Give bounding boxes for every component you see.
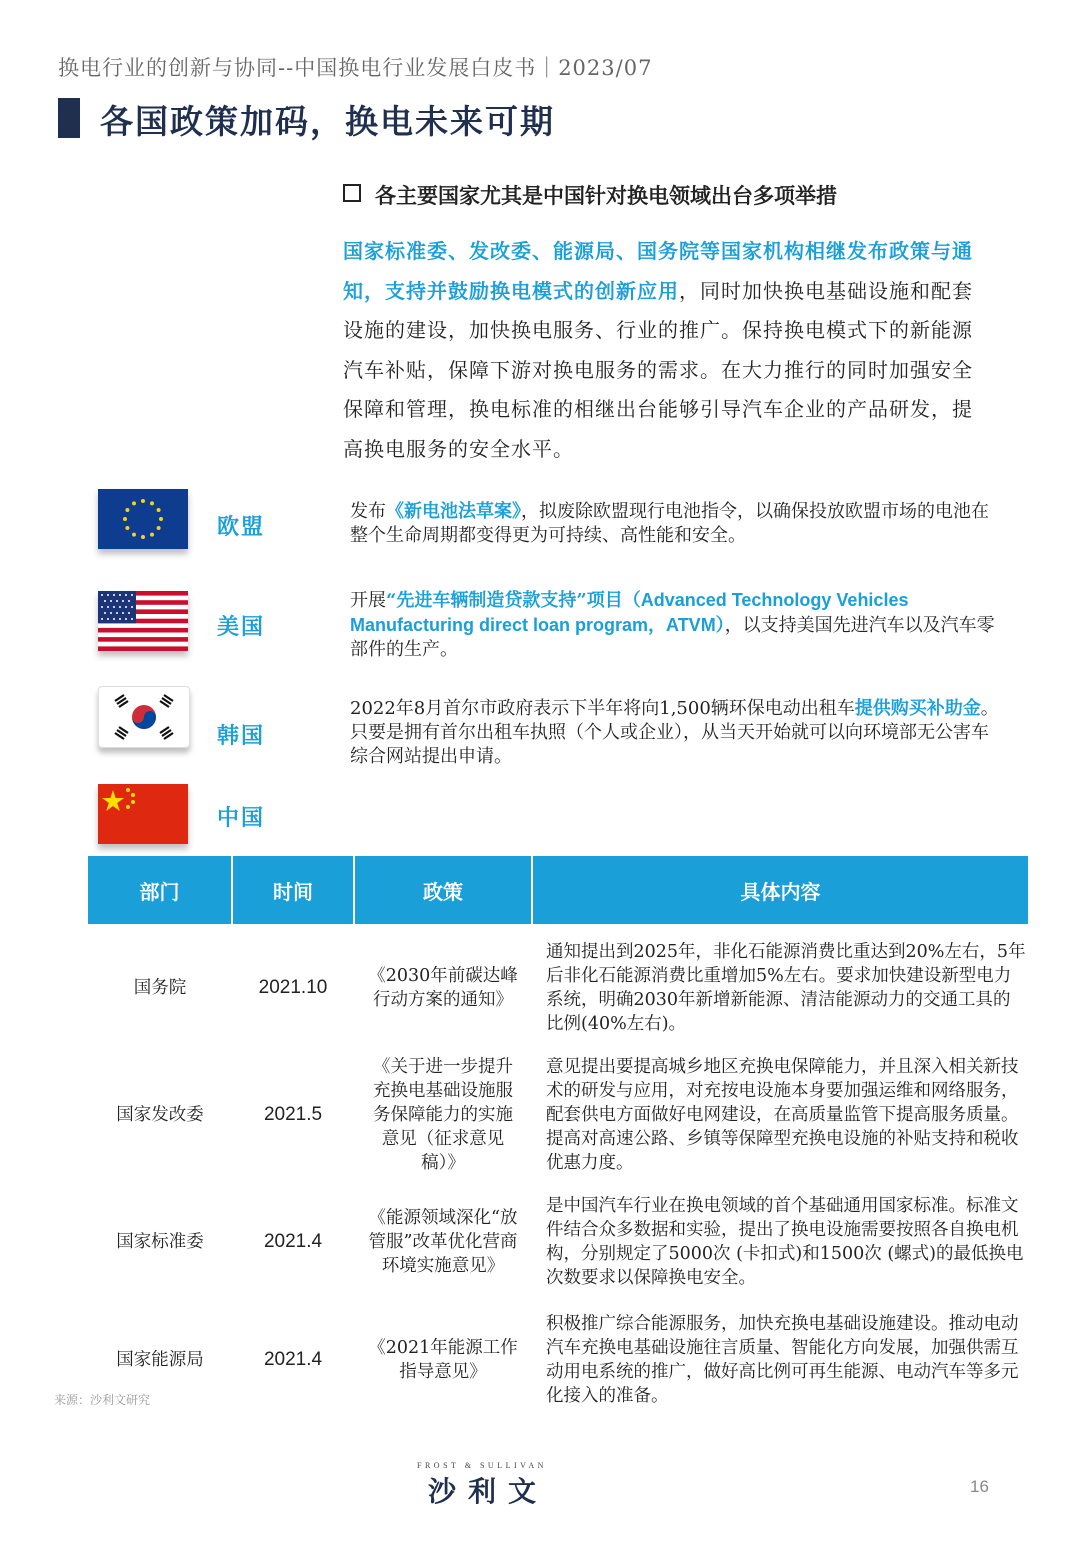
table-row [88, 1307, 1028, 1412]
cell-dept: 国家能源局 [116, 1349, 204, 1370]
cell-time: 2021.4 [263, 1231, 323, 1252]
cell-content: 意见提出要提高城乡地区充换电保障能力，并且深入相关新技术的研发与应用，对充按电设施本身要加强运维和网络服务，配套供电方面做好电网建设，在高质量监管下提高服务质量。提高对高速公路、乡镇等保障型充换电设施的补贴支持和税收优惠力度。 [546, 1056, 1019, 1173]
cell-time: 2021.4 [263, 1348, 323, 1370]
korea-flag-icon [98, 686, 190, 748]
page-number: 16 [970, 1477, 989, 1496]
table-row [88, 1052, 1028, 1177]
country-text-korea: 2022年8月首尔市政府表示下半年将向1,500辆环保电动出租车提供购买补助金。只要是拥有首尔出租车执照（个人或企业），从当天开始就可以向环境部无公害车综合网站提出申请。 [350, 698, 999, 767]
country-name-china: 中国 [217, 805, 266, 831]
us-flag-icon [98, 591, 188, 651]
country-name-us: 美国 [217, 614, 266, 640]
country-text-us: 开展“先进车辆制造贷款支持”项目（Advanced Technology Vehicles Manufacturing direct loan program，ATVM），以支持美国先进汽车以及汽车零部件的生产。 [350, 590, 995, 660]
header-dept: 部门 [88, 856, 232, 924]
policy-table [88, 856, 1028, 1412]
sub-heading [343, 180, 837, 210]
cell-dept: 国家标准委 [116, 1232, 204, 1252]
cell-time: 2021.5 [263, 1103, 323, 1125]
table-header-row [88, 856, 1028, 924]
header-time: 时间 [232, 856, 354, 924]
title-accent-bar [58, 98, 80, 138]
cell-policy: 《2021年能源工作指导意见》 [368, 1337, 518, 1382]
cell-dept: 国家发改委 [116, 1104, 204, 1125]
cell-content: 积极推广综合能源服务，加快充换电基础设施建设。推动电动汽车充换电基础设施往言质量、智能化方向发展，加强供需互动用电系统的推广，做好高比例可再生能源、电动汽车等多元化接入的准备。 [546, 1313, 1019, 1406]
logo-chinese: 沙利文 [428, 1475, 549, 1508]
table-row [88, 1177, 1028, 1307]
logo-english: FROST & SULLIVAN [417, 1461, 547, 1470]
sub-heading-text: 各主要国家尤其是中国针对换电领域出台多项举措 [375, 183, 837, 208]
intro-paragraph [343, 232, 993, 469]
intro-highlight: 国家标准委、发改委、能源局、国务院等国家机构相继发布政策与通知，支持并鼓励换电模式的创新应用 [343, 239, 973, 303]
eu-flag-icon [98, 489, 188, 549]
intro-rest: ，同时加快换电基础设施和配套设施的建设，加快换电服务、行业的推广。保持换电模式下的新能源汽车补贴，保障下游对换电服务的需求。在大力推行的同时加强安全保障和管理，换电标准的相继出台能够引导汽车企业的产品研发，提高换电服务的安全水平。 [343, 278, 973, 461]
cell-dept: 国务院 [133, 978, 187, 998]
china-flag-icon [98, 784, 188, 844]
country-name-korea: 韩国 [217, 723, 266, 749]
cell-content: 是中国汽车行业在换电领域的首个基础通用国家标准。标准文件结合众多数据和实验，提出了换电设施需要按照各自换电机构，分别规定了5000次 (卡扣式)和1500次 (螺式)的最低换电次数要求以保障换电安全。 [546, 1196, 1024, 1288]
cell-content: 通知提出到2025年，非化石能源消费比重达到20%左右，5年后非化石能源消费比重增加5%左右。要求加快建设新型电力系统，明确2030年新增新能源、清洁能源动力的交通工具的比例(40%左右)。 [546, 942, 1026, 1034]
cell-policy: 《能源领域深化“放管服”改革优化营商环境实施意见》 [368, 1208, 518, 1276]
table-row [88, 924, 1028, 1052]
page-title: 各国政策加码，换电未来可期 [100, 102, 555, 141]
cell-time: 2021.10 [258, 977, 328, 998]
cell-policy: 《2030年前碳达峰行动方案的通知》 [368, 966, 518, 1010]
checkbox-bullet-icon [343, 184, 361, 202]
source-note: 来源：沙利文研究 [54, 1393, 151, 1407]
country-text-eu: 发布《新电池法草案》，拟废除欧盟现行电池指令，以确保投放欧盟市场的电池在整个生命周期都变得更为可持续、高性能和安全。 [350, 501, 989, 546]
header-content: 具体内容 [532, 856, 1028, 924]
country-name-eu: 欧盟 [217, 514, 266, 540]
cell-policy: 《关于进一步提升充换电基础设施服务保障能力的实施意见（征求意见稿）》 [373, 1056, 513, 1173]
header-line: 换电行业的创新与协同--中国换电行业发展白皮书｜2023/07 [58, 56, 653, 80]
header-policy: 政策 [354, 856, 532, 924]
